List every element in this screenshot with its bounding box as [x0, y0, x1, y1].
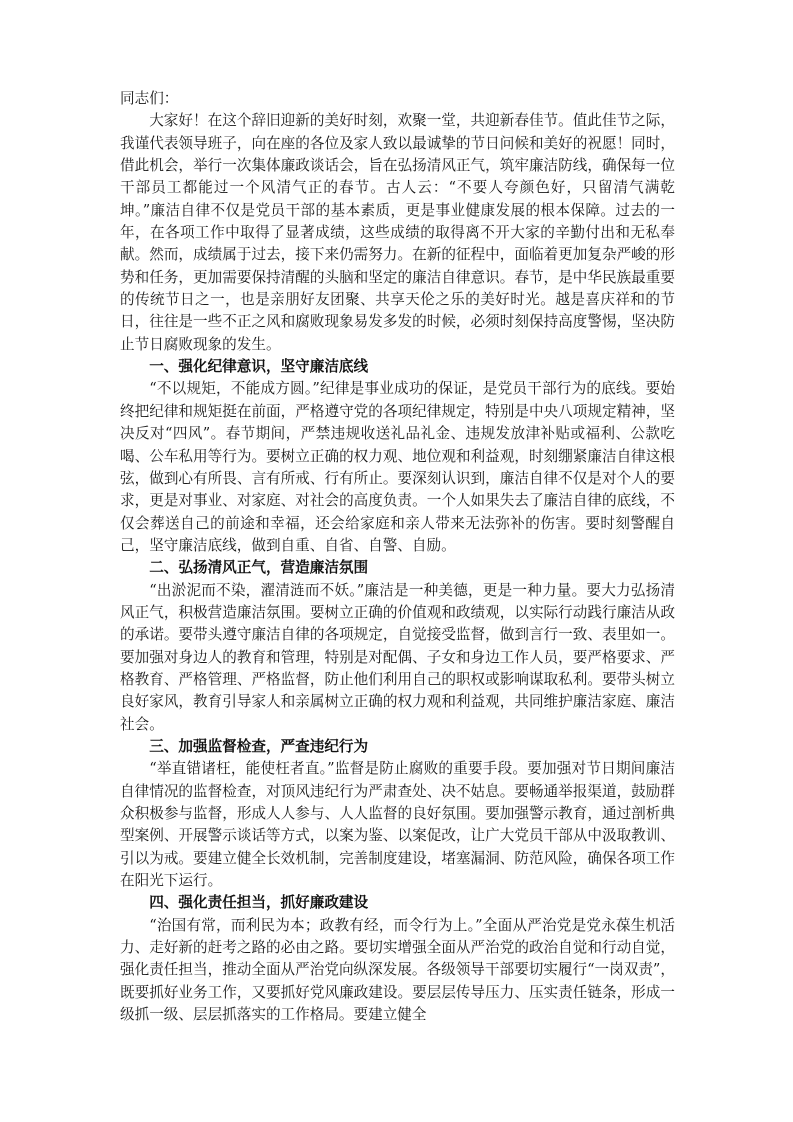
section-3-heading: 三、加强监督检查，严查违纪行为 [149, 737, 369, 755]
section-2-paragraph: “出淤泥而不染，濯清涟而不妖。”廉洁是一种美德，更是一种力量。要大力弘扬清风正气，积极营造廉洁氛围。要树立正确的价值观和政绩观，以实际行动践行廉洁从政的承诺。要带头遵守廉洁自律的各项规定，自觉接受监督，做到言行一致、表里如一。要加强对身边人的教育和管理，特别是对配偶、子女和身边工作人员，要严格要求、严格教育、严格管理、严格监督，防止他们利用自己的职权或影响谋取私利。要带头树立良好家风，教育引导家人和亲属树立正确的权力观和利益观，共同维护廉洁家庭、廉洁社会。 [120, 581, 675, 733]
section-1-paragraph: “不以规矩，不能成方圆。”纪律是事业成功的保证，是党员干部行为的底线。要始终把纪律和规矩挺在前面，严格遵守党的各项纪律规定，特别是中央八项规定精神，坚决反对“四风”。春节期间，严禁违规收送礼品礼金、违规发放津补贴或福利、公款吃喝、公车私用等行为。要树立正确的权力观、地位观和利益观，时刻绷紧廉洁自律这根弦，做到心有所畏、言有所戒、行有所止。要深刻认识到，廉洁自律不仅是对个人的要求，更是对事业、对家庭、对社会的高度负责。一个人如果失去了廉洁自律的底线，不仅会葬送自己的前途和幸福，还会给家庭和亲人带来无法弥补的伤害。要时刻警醒自己，坚守廉洁底线，做到自重、自省、自警、自励。 [120, 380, 675, 554]
salutation: 同志们： [120, 90, 179, 107]
intro-paragraph: 大家好！在这个辞旧迎新的美好时刻，欢聚一堂，共迎新春佳节。值此佳节之际，我谨代表领导班子，向在座的各位及家人致以最诚挚的节日问候和美好的祝愿！同时，借此机会，举行一次集体廉政谈话会，旨在弘扬清风正气，筑牢廉洁防线，确保每一位干部员工都能过一个风清气正的春节。古人云：“不要人夸颜色好，只留清气满乾坤。”廉洁自律不仅是党员干部的基本素质，更是事业健康发展的根本保障。过去的一年，在各项工作中取得了显著成绩，这些成绩的取得离不开大家的辛勤付出和无私奉献。然而，成绩属于过去，接下来仍需努力。在新的征程中，面临着更加复杂严峻的形势和任务，更加需要保持清醒的头脑和坚定的廉洁自律意识。春节，是中华民族最重要的传统节日之一，也是亲朋好友团聚、共享天伦之乐的美好时光。越是喜庆祥和的节日，往往是一些不正之风和腐败现象易发多发的时候，必须时刻保持高度警惕，坚决防止节日腐败现象的发生。 [120, 112, 675, 353]
section-1-heading: 一、强化纪律意识，坚守廉洁底线 [149, 358, 369, 376]
section-2-heading: 二、弘扬清风正气，营造廉洁氛围 [149, 559, 369, 577]
document-body [120, 88, 675, 1026]
section-4-heading: 四、强化责任担当，抓好廉政建设 [149, 894, 369, 912]
section-3-paragraph: “举直错诸枉，能使枉者直。”监督是防止腐败的重要手段。要加强对节日期间廉洁自律情况的监督检查，对顶风违纪行为严肃查处、决不姑息。要畅通举报渠道，鼓励群众积极参与监督，形成人人参与、人人监督的良好氛围。要加强警示教育，通过剖析典型案例、开展警示谈话等方式，以案为鉴、以案促改，让广大党员干部从中汲取教训、引以为戒。要建立健全长效机制，完善制度建设，堵塞漏洞、防范风险，确保各项工作在阳光下运行。 [120, 760, 675, 890]
section-4-paragraph: “治国有常，而利民为本；政教有经，而令行为上。”全面从严治党是党永葆生机活力、走好新的赶考之路的必由之路。要切实增强全面从严治党的政治自觉和行动自觉，强化责任担当，推动全面从严治党向纵深发展。各级领导干部要切实履行“一岗双责”，既要抓好业务工作，又要抓好党风廉政建设。要层层传导压力、压实责任链条，形成一级抓一级、层层抓落实的工作格局。要建立健全 [120, 916, 675, 1024]
